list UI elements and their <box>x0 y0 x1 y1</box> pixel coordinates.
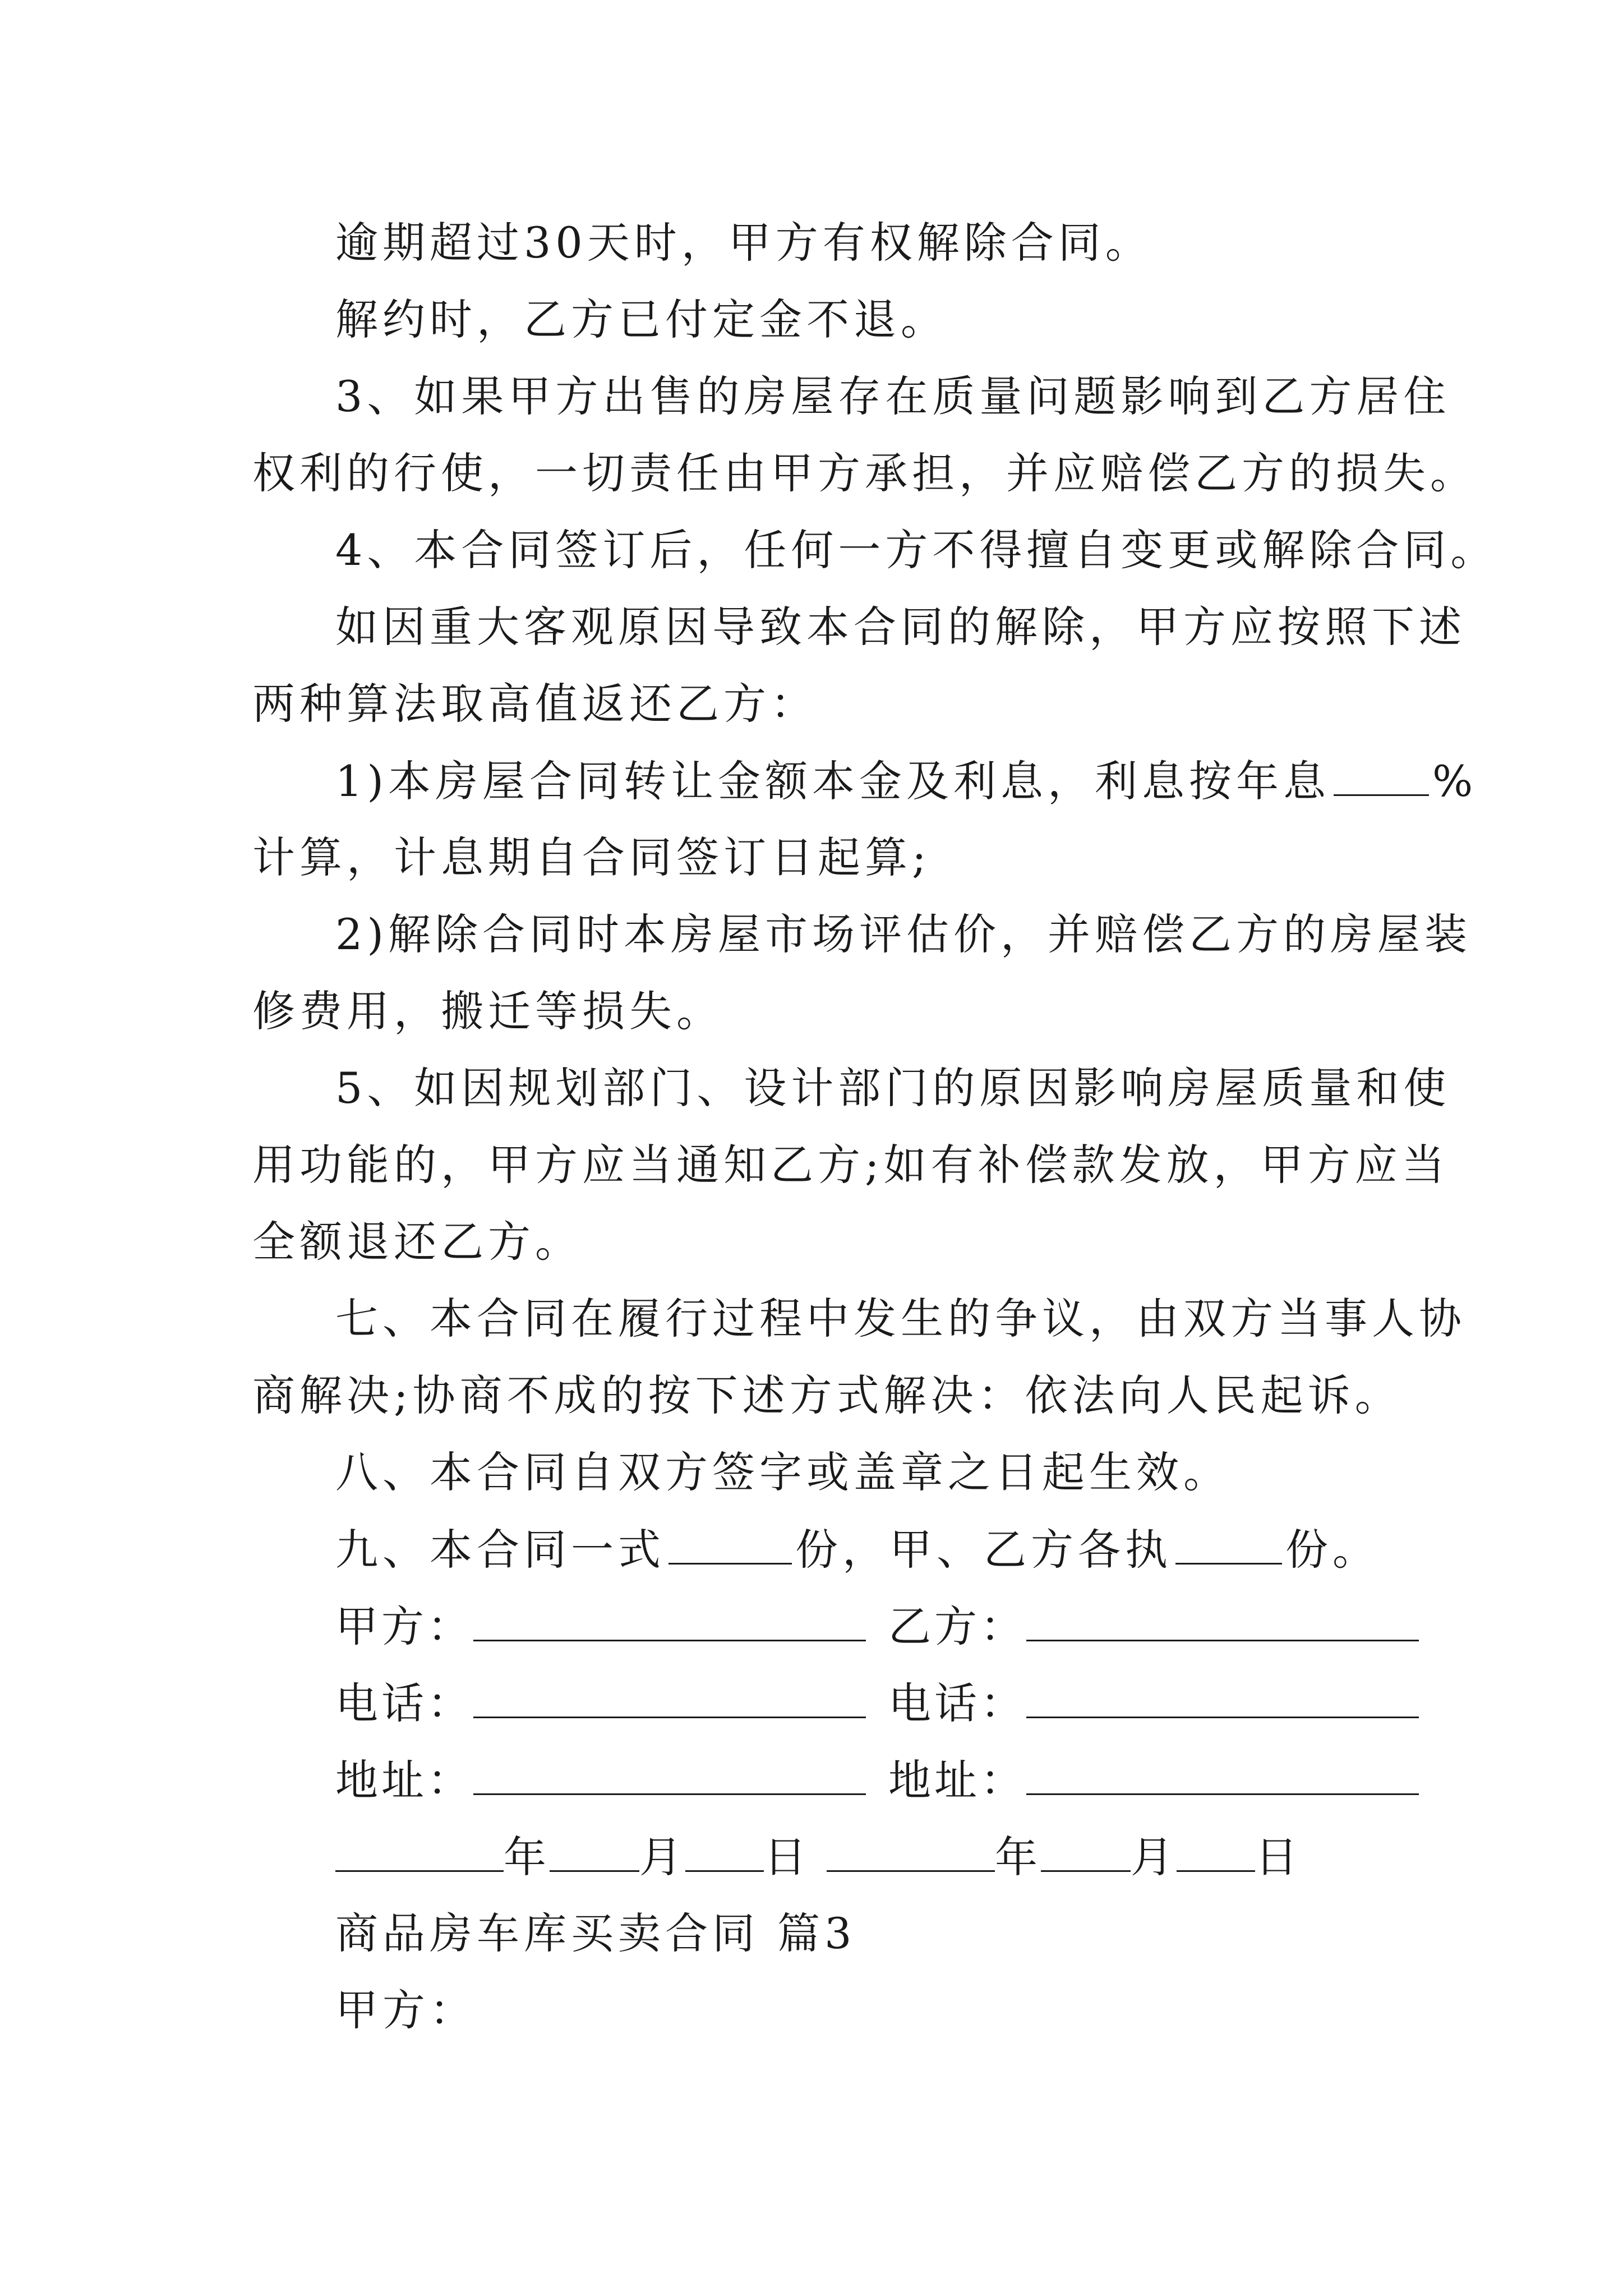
day-a-blank <box>685 1835 764 1872</box>
month-b-blank <box>1041 1835 1131 1872</box>
signature-row-phone <box>335 1678 1419 1728</box>
interest-rate-blank <box>1334 760 1429 796</box>
clause-nine-prefix: 九、本合同一式 <box>335 1525 665 1575</box>
interest-text: 1)本房屋合同转让金额本金及利息，利息按年息 <box>335 756 1331 806</box>
clause-nine <box>335 1525 1380 1575</box>
day-a-label: 日 <box>764 1832 810 1882</box>
text-line: 八、本合同自双方签字或盖章之日起生效。 <box>335 1447 1230 1497</box>
year-a-blank <box>335 1835 504 1872</box>
text-line: 七、本合同在履行过程中发生的争议，由双方当事人协 <box>335 1294 1466 1343</box>
month-a-blank <box>550 1835 639 1872</box>
section-title: 商品房车库买卖合同 篇3 <box>335 1908 856 1958</box>
text-line: 权利的行使，一切责任由甲方承担，并应赔偿乙方的损失。 <box>252 448 1477 498</box>
text-line: 解约时，乙方已付定金不退。 <box>335 295 948 344</box>
party-a-label: 甲方： <box>335 1602 473 1651</box>
address-a-label: 地址： <box>335 1755 473 1805</box>
signature-row-address <box>335 1755 1419 1805</box>
text-line: 计算，计息期自合同签订日起算; <box>252 832 931 882</box>
text-line: 4、本合同签订后，任何一方不得擅自变更或解除合同。 <box>335 525 1498 575</box>
clause-nine-middle: 份，甲、乙方各执 <box>795 1525 1172 1575</box>
phone-a-label: 电话： <box>335 1678 473 1728</box>
clause-nine-suffix: 份。 <box>1285 1525 1380 1575</box>
year-b-blank <box>827 1835 995 1872</box>
year-a-label: 年 <box>504 1832 550 1882</box>
text-line: 2)解除合同时本房屋市场评估价，并赔偿乙方的房屋装 <box>335 909 1472 959</box>
address-b-label: 地址： <box>888 1755 1026 1805</box>
day-b-label: 日 <box>1255 1832 1301 1882</box>
percent-sign: % <box>1432 756 1478 806</box>
month-b-label: 月 <box>1131 1832 1177 1882</box>
interest-line <box>335 756 1478 806</box>
year-b-label: 年 <box>995 1832 1041 1882</box>
month-a-label: 月 <box>639 1832 685 1882</box>
text-line: 全额退还乙方。 <box>252 1217 582 1267</box>
date-row <box>335 1832 1301 1882</box>
party-b-blank <box>1026 1605 1419 1641</box>
signature-row-party <box>335 1602 1419 1651</box>
text-line: 商解决;协商不成的按下述方式解决：依法向人民起诉。 <box>252 1370 1402 1420</box>
party-a-blank <box>473 1605 866 1641</box>
party-b-label: 乙方： <box>888 1602 1026 1651</box>
text-line: 修费用，搬迁等损失。 <box>252 986 723 1036</box>
text-line: 用功能的，甲方应当通知乙方;如有补偿款发放，甲方应当 <box>252 1140 1449 1190</box>
address-b-blank <box>1026 1759 1419 1795</box>
each-copies-blank <box>1175 1528 1282 1565</box>
phone-a-blank <box>473 1682 866 1718</box>
text-line: 两种算法取高值返还乙方： <box>252 679 818 729</box>
phone-b-blank <box>1026 1682 1419 1718</box>
copies-blank <box>668 1528 792 1565</box>
text-line: 如因重大客观原因导致本合同的解除，甲方应按照下述 <box>335 602 1466 652</box>
text-line: 逾期超过30天时，甲方有权解除合同。 <box>335 218 1152 268</box>
phone-b-label: 电话： <box>888 1678 1026 1728</box>
day-b-blank <box>1177 1835 1255 1872</box>
text-line: 5、如因规划部门、设计部门的原因影响房屋质量和使 <box>335 1063 1451 1113</box>
text-line: 3、如果甲方出售的房屋存在质量问题影响到乙方居住 <box>335 371 1451 421</box>
text-line: 甲方： <box>335 1985 477 2035</box>
address-a-blank <box>473 1759 866 1795</box>
